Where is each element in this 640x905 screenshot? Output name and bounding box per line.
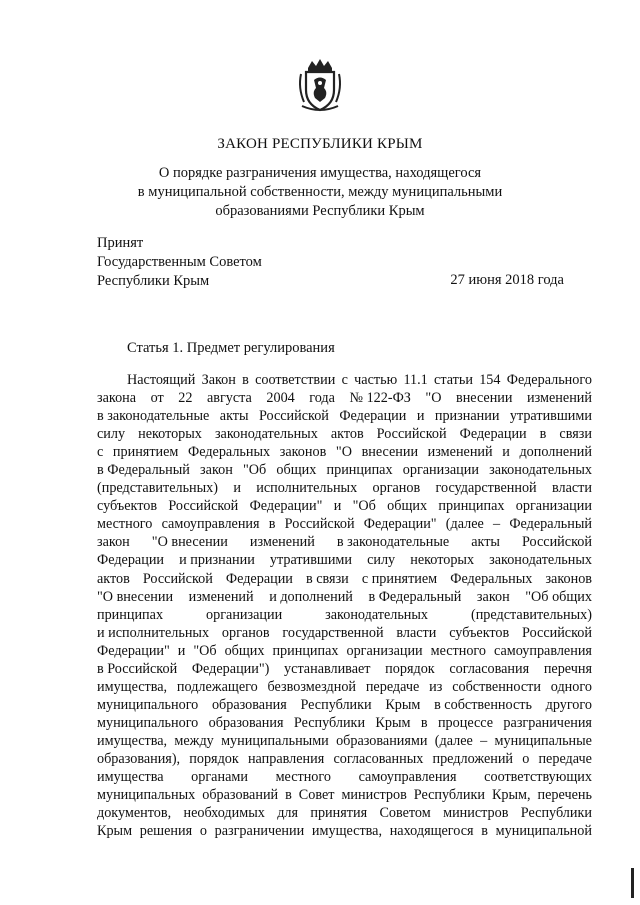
body-word: и дополнений [269,588,353,605]
body-word: другого [545,696,592,713]
body-word: организации [515,498,592,515]
article-heading: Статья 1. Предмет регулирования [127,340,335,356]
adopted-line: Принят [97,235,144,251]
body-word: законодательных [489,462,592,479]
body-word: органов [221,624,270,641]
body-word: с принятием [361,570,438,587]
adoption-block [97,234,262,291]
body-word: предложений [432,750,514,767]
body-word: муниципальной [495,823,592,840]
body-word: образований [202,787,279,804]
body-word: Республики [300,696,372,713]
body-word: имущества, [97,732,168,749]
subtitle-line: в муниципальной собственности, между муниципальными [137,184,503,200]
body-word: разграничения [503,714,592,731]
body-word: "О [335,444,352,461]
body-word: органов [372,480,421,497]
body-word: министров [443,805,509,822]
body-line [97,822,592,840]
body-line [97,515,592,533]
body-word: местного [430,642,486,659]
body-word: Республики [413,787,485,804]
body-line [97,660,592,678]
body-line [97,678,592,696]
body-word: (представительных) [97,480,218,497]
body-word: находящегося [389,823,474,840]
subtitle-line: О порядке разграничения имущества, находящегося [158,165,482,181]
body-word: законов [279,444,327,461]
body-word: в собственность [434,696,532,713]
body-word: Федерации [97,552,165,569]
body-word: имущества, [97,678,168,695]
body-word: Совет [298,787,335,804]
body-word: между [174,732,214,749]
body-word: муниципального [97,696,199,713]
adoption-date: 27 июня 2018 года [450,272,564,288]
body-word: с [97,444,104,461]
body-line [97,533,592,551]
body-word: 2004 [266,390,295,407]
body-word: "Об [352,498,376,515]
body-word: Республики [293,714,366,731]
body-line [97,768,592,786]
adopted-line: Государственным Советом [97,254,262,270]
body-word: и исполнительных [97,624,210,641]
body-word: статьи [434,372,473,388]
body-word: утратившими [509,408,592,425]
body-word: актов [97,570,130,587]
body-word: устанавливает [284,660,371,677]
body-word: законодательных [325,606,429,623]
body-word: с [341,372,348,388]
body-word: процессе [437,714,494,731]
body-word: согласования [449,660,530,677]
body-word: в [420,714,428,731]
body-word: в связи [305,570,349,587]
body-word: от [150,390,164,407]
body-line [97,479,592,497]
body-word: в законодательные [336,534,450,551]
body-word: Российской [142,570,213,587]
body-word: актов [330,426,364,443]
body-word: акты [471,534,500,551]
body-word: в [285,787,292,804]
body-word: безвозмездной [267,678,357,695]
body-line [97,696,592,714]
body-word: утратившими [269,552,352,569]
article-body [97,371,592,840]
body-word: внесении [456,390,513,407]
body-word: в [242,372,249,388]
body-line [97,570,592,588]
body-word: августа [206,390,252,407]
body-word: Российской [284,516,355,533]
body-word: Крым [385,696,421,713]
body-word: имущества, [311,823,383,840]
body-word: Федерации" [249,498,323,515]
body-word: – [493,516,501,533]
body-word: образования), [97,750,181,767]
body-word: подлежащего [176,678,258,695]
body-word: Российской [522,534,592,551]
subtitle-line: образованиями Республики Крым [215,203,425,219]
body-word: и признании [179,552,255,569]
scan-edge-mark [631,868,634,898]
body-word: образования [211,696,287,713]
body-word: Крым, [491,787,531,804]
body-word: Федерации") [191,660,270,677]
body-line [97,407,592,425]
body-line [97,443,592,461]
body-word: перечень [537,787,592,804]
body-line [97,624,592,642]
body-line [97,588,592,606]
body-word: (далее [445,516,484,533]
body-word: согласованных [333,750,424,767]
body-word: внесении [361,444,419,461]
body-word: некоторых [138,426,202,443]
body-word: № 122-ФЗ [349,390,411,407]
body-word: изменений [427,444,493,461]
body-word: общих [387,498,428,515]
body-word: власти [396,624,437,641]
body-word: Федерации" [97,642,170,659]
body-word: организации [346,642,423,659]
body-word: организации [206,606,283,623]
body-word: государственной [435,480,537,497]
body-word: Федеральный [509,516,592,533]
body-word: для [277,805,299,822]
body-word: органами [191,769,248,786]
body-word: законодательных [214,426,318,443]
body-word: власти [551,480,592,497]
body-word: закон [97,534,130,551]
body-word: в [481,823,488,840]
body-word: признании [434,408,500,425]
body-word: 154 [479,372,501,388]
body-word: Федеральных [188,444,271,461]
body-word: и [502,444,510,461]
body-word: порядок [189,750,239,767]
body-word: Российской [258,408,329,425]
body-word: образованиями [336,732,428,749]
body-word: Советом [379,805,431,822]
body-word: акты [219,408,249,425]
body-word: законодательных [489,552,592,569]
body-word: Федерации" [363,516,437,533]
body-word: исполнительных [256,480,358,497]
body-word: общих [276,462,317,479]
body-line [97,786,592,804]
body-word: Настоящий [127,372,196,388]
body-word: в Российской [97,660,178,677]
body-line [97,461,592,479]
body-word: в Федеральный [97,462,190,479]
body-word: образования [208,714,284,731]
body-word: соответствующих [484,769,592,786]
body-line [97,750,592,768]
body-line [97,551,592,569]
body-word: "О внесении [97,588,174,605]
body-word: в [268,516,276,533]
body-line [97,714,592,732]
body-line [97,425,592,443]
body-word: 22 [178,390,193,407]
body-word: Крым [375,714,411,731]
body-word: муниципальных [97,787,196,804]
body-word: принципах [438,498,505,515]
body-word: силу [367,552,396,569]
body-word: и [177,642,186,659]
body-word: самоуправления [493,642,592,659]
body-word: Федерации [225,570,293,587]
body-word: субъектов [449,624,510,641]
body-word: перечня [543,660,592,677]
body-line [97,606,592,624]
law-subtitle [90,164,550,221]
law-title: ЗАКОН РЕСПУБЛИКИ КРЫМ [217,136,423,152]
body-word: общих [224,642,265,659]
body-word: и [416,408,425,425]
body-word: о [199,823,207,840]
body-word: изменений [249,534,315,551]
body-word: "О внесении [151,534,228,551]
body-word: Российской [376,426,447,443]
body-word: Крым [97,823,133,840]
body-word: самоуправления [358,769,457,786]
adopted-line: Республики Крым [97,273,210,289]
body-word: местного [275,769,331,786]
body-word: муниципальные [494,732,592,749]
body-word: закон [200,462,233,479]
body-line [97,389,592,407]
body-word: "Об [193,642,217,659]
body-word: государственной [282,624,384,641]
body-word: из [429,678,443,695]
body-word: решения [139,823,193,840]
body-word: "Об общих [525,588,592,605]
body-word: направления [247,750,325,767]
body-word: Российской [522,624,592,641]
body-line [97,497,592,515]
body-word: силу [97,426,126,443]
body-word: законов [545,570,592,587]
body-word: в [539,426,547,443]
body-word: соответствии [255,372,336,388]
body-word: Республики [520,805,592,822]
body-word: муниципального [97,714,199,731]
body-word: разграничении [214,823,305,840]
body-word: изменений [527,390,592,407]
body-line [97,371,592,389]
body-word: Федерации [339,408,407,425]
body-word: министров [341,787,407,804]
body-word: принятием [112,444,179,461]
body-word: порядок [385,660,435,677]
body-word: дополнений [519,444,592,461]
body-word: документов, [97,805,172,822]
body-word: закон [476,588,510,605]
body-word: передаче [365,678,420,695]
body-word: необходимых [183,805,265,822]
body-word: Российской [168,498,239,515]
body-word: и [233,480,241,497]
body-word: изменений [188,588,254,605]
body-word: самоуправления [161,516,260,533]
body-word: Закон [201,372,236,388]
body-word: (представительных) [470,606,592,623]
body-word: "Об [242,462,267,479]
body-word: о [522,750,530,767]
body-word: года [309,390,335,407]
body-word: некоторых [410,552,475,569]
body-word: "О [425,390,442,407]
body-word: Федерального [506,372,592,388]
body-line [97,804,592,822]
body-word: принятия [310,805,368,822]
body-word: и [333,498,342,515]
body-word: принципах [326,462,393,479]
body-word: имущества [97,769,164,786]
body-word: 11.1 [403,372,428,388]
body-word: Федерации [459,426,527,443]
crimea-coat-of-arms-icon [296,58,344,112]
body-word: местного [97,516,153,533]
body-word: принципах [97,606,164,623]
body-word: связи [559,426,592,443]
body-word: собственности [452,678,541,695]
body-word: передаче [538,750,592,767]
body-word: в законодательные [97,408,210,425]
body-word: (далее [434,732,473,749]
body-word: частью [354,372,398,388]
body-word: Федеральных [450,570,533,587]
body-line [97,642,592,660]
body-word: организации [402,462,479,479]
body-word: муниципальными [221,732,329,749]
body-word: одного [550,678,592,695]
body-word: – [480,732,488,749]
body-word: субъектов [97,498,158,515]
body-word: закона [97,390,137,407]
body-word: в Федеральный [368,588,462,605]
body-word: принципах [272,642,339,659]
body-line [97,732,592,750]
